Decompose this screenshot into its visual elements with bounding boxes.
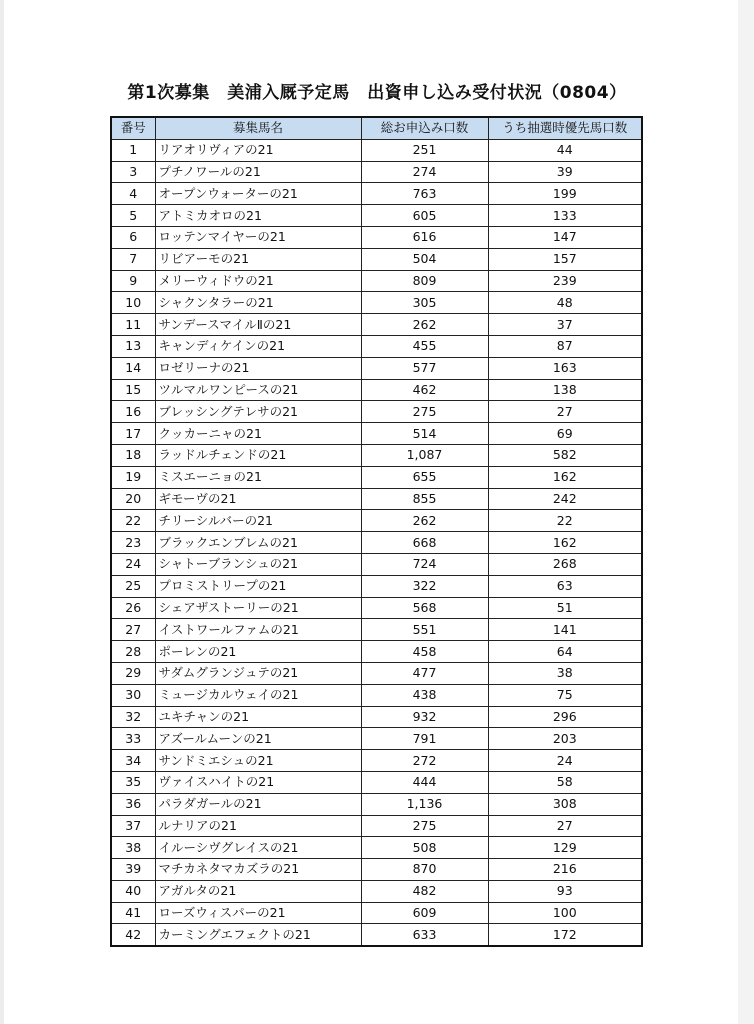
row-horse-name: ユキチャンの21 bbox=[155, 706, 361, 728]
row-horse-name: ブレッシングテレサの21 bbox=[155, 401, 361, 423]
row-total-applications: 272 bbox=[361, 750, 488, 772]
table-row bbox=[111, 466, 642, 488]
table-row bbox=[111, 837, 642, 859]
row-number: 16 bbox=[111, 401, 155, 423]
row-priority-applications: 199 bbox=[488, 183, 642, 205]
row-priority-applications: 58 bbox=[488, 771, 642, 793]
row-total-applications: 870 bbox=[361, 859, 488, 881]
row-number: 20 bbox=[111, 488, 155, 510]
row-priority-applications: 268 bbox=[488, 553, 642, 575]
row-horse-name: ポーレンの21 bbox=[155, 641, 361, 663]
row-horse-name: イストワールファムの21 bbox=[155, 619, 361, 641]
row-number: 24 bbox=[111, 553, 155, 575]
table-row bbox=[111, 924, 642, 946]
row-priority-applications: 308 bbox=[488, 793, 642, 815]
table-row bbox=[111, 401, 642, 423]
row-priority-applications: 296 bbox=[488, 706, 642, 728]
row-total-applications: 251 bbox=[361, 139, 488, 161]
row-number: 25 bbox=[111, 575, 155, 597]
row-priority-applications: 22 bbox=[488, 510, 642, 532]
row-total-applications: 668 bbox=[361, 532, 488, 554]
table-row bbox=[111, 553, 642, 575]
row-total-applications: 462 bbox=[361, 379, 488, 401]
table-row bbox=[111, 684, 642, 706]
row-number: 30 bbox=[111, 684, 155, 706]
row-horse-name: ヴァイスハイトの21 bbox=[155, 771, 361, 793]
row-number: 34 bbox=[111, 750, 155, 772]
row-horse-name: プチノワールの21 bbox=[155, 161, 361, 183]
row-priority-applications: 24 bbox=[488, 750, 642, 772]
row-horse-name: プロミストリープの21 bbox=[155, 575, 361, 597]
table-row bbox=[111, 902, 642, 924]
row-priority-applications: 69 bbox=[488, 423, 642, 445]
row-horse-name: ロゼリーナの21 bbox=[155, 357, 361, 379]
table-row bbox=[111, 880, 642, 902]
row-number: 19 bbox=[111, 466, 155, 488]
row-number: 14 bbox=[111, 357, 155, 379]
table-row bbox=[111, 205, 642, 227]
row-number: 3 bbox=[111, 161, 155, 183]
row-number: 41 bbox=[111, 902, 155, 924]
row-total-applications: 438 bbox=[361, 684, 488, 706]
row-horse-name: リビアーモの21 bbox=[155, 248, 361, 270]
row-total-applications: 514 bbox=[361, 423, 488, 445]
row-priority-applications: 27 bbox=[488, 401, 642, 423]
row-total-applications: 568 bbox=[361, 597, 488, 619]
table-row bbox=[111, 139, 642, 161]
row-priority-applications: 51 bbox=[488, 597, 642, 619]
row-priority-applications: 216 bbox=[488, 859, 642, 881]
row-horse-name: アトミカオロの21 bbox=[155, 205, 361, 227]
row-total-applications: 274 bbox=[361, 161, 488, 183]
row-priority-applications: 141 bbox=[488, 619, 642, 641]
row-horse-name: サンドミエシュの21 bbox=[155, 750, 361, 772]
row-priority-applications: 93 bbox=[488, 880, 642, 902]
row-horse-name: アガルタの21 bbox=[155, 880, 361, 902]
row-horse-name: シャトーブランシュの21 bbox=[155, 553, 361, 575]
row-total-applications: 482 bbox=[361, 880, 488, 902]
row-total-applications: 763 bbox=[361, 183, 488, 205]
row-total-applications: 724 bbox=[361, 553, 488, 575]
row-number: 39 bbox=[111, 859, 155, 881]
row-number: 26 bbox=[111, 597, 155, 619]
table-row bbox=[111, 532, 642, 554]
row-horse-name: マチカネタマカズラの21 bbox=[155, 859, 361, 881]
row-total-applications: 444 bbox=[361, 771, 488, 793]
header-total-applications: 総お申込み口数 bbox=[361, 117, 488, 139]
table-row bbox=[111, 771, 642, 793]
row-priority-applications: 162 bbox=[488, 466, 642, 488]
row-horse-name: カーミングエフェクトの21 bbox=[155, 924, 361, 946]
row-priority-applications: 163 bbox=[488, 357, 642, 379]
table-body bbox=[111, 139, 642, 946]
table-row bbox=[111, 226, 642, 248]
row-priority-applications: 239 bbox=[488, 270, 642, 292]
row-number: 1 bbox=[111, 139, 155, 161]
row-total-applications: 262 bbox=[361, 510, 488, 532]
table-row bbox=[111, 270, 642, 292]
row-horse-name: ローズウィスパーの21 bbox=[155, 902, 361, 924]
page-title: 第1次募集 美浦入厩予定馬 出資申し込み受付状況（0804） bbox=[127, 83, 627, 103]
row-total-applications: 577 bbox=[361, 357, 488, 379]
table-row bbox=[111, 444, 642, 466]
row-horse-name: オープンウォーターの21 bbox=[155, 183, 361, 205]
row-horse-name: メリーウィドウの21 bbox=[155, 270, 361, 292]
row-horse-name: クッカーニャの21 bbox=[155, 423, 361, 445]
row-total-applications: 616 bbox=[361, 226, 488, 248]
row-priority-applications: 63 bbox=[488, 575, 642, 597]
row-total-applications: 305 bbox=[361, 292, 488, 314]
row-horse-name: ルナリアの21 bbox=[155, 815, 361, 837]
row-priority-applications: 38 bbox=[488, 662, 642, 684]
row-number: 23 bbox=[111, 532, 155, 554]
table-row bbox=[111, 183, 642, 205]
row-total-applications: 504 bbox=[361, 248, 488, 270]
row-horse-name: ブラックエンブレムの21 bbox=[155, 532, 361, 554]
row-number: 13 bbox=[111, 335, 155, 357]
row-horse-name: ツルマルワンピースの21 bbox=[155, 379, 361, 401]
row-number: 38 bbox=[111, 837, 155, 859]
table-row bbox=[111, 815, 642, 837]
header-number: 番号 bbox=[111, 117, 155, 139]
table-row bbox=[111, 292, 642, 314]
row-number: 17 bbox=[111, 423, 155, 445]
row-horse-name: キャンディケインの21 bbox=[155, 335, 361, 357]
row-horse-name: ラッドルチェンドの21 bbox=[155, 444, 361, 466]
row-number: 36 bbox=[111, 793, 155, 815]
row-priority-applications: 138 bbox=[488, 379, 642, 401]
row-horse-name: シャクンタラーの21 bbox=[155, 292, 361, 314]
row-priority-applications: 582 bbox=[488, 444, 642, 466]
row-number: 9 bbox=[111, 270, 155, 292]
table-row bbox=[111, 641, 642, 663]
row-total-applications: 275 bbox=[361, 401, 488, 423]
row-priority-applications: 37 bbox=[488, 314, 642, 336]
row-horse-name: リアオリヴィアの21 bbox=[155, 139, 361, 161]
row-number: 29 bbox=[111, 662, 155, 684]
row-number: 4 bbox=[111, 183, 155, 205]
row-total-applications: 609 bbox=[361, 902, 488, 924]
row-number: 11 bbox=[111, 314, 155, 336]
row-horse-name: サダムグランジュテの21 bbox=[155, 662, 361, 684]
row-priority-applications: 157 bbox=[488, 248, 642, 270]
table-header-row bbox=[111, 117, 642, 139]
row-priority-applications: 162 bbox=[488, 532, 642, 554]
table-row bbox=[111, 488, 642, 510]
row-priority-applications: 242 bbox=[488, 488, 642, 510]
row-horse-name: アズールムーンの21 bbox=[155, 728, 361, 750]
table-row bbox=[111, 859, 642, 881]
table-row bbox=[111, 750, 642, 772]
subscription-table bbox=[110, 116, 643, 947]
row-number: 18 bbox=[111, 444, 155, 466]
table-row bbox=[111, 793, 642, 815]
row-priority-applications: 27 bbox=[488, 815, 642, 837]
table-row bbox=[111, 357, 642, 379]
row-number: 6 bbox=[111, 226, 155, 248]
table-row bbox=[111, 597, 642, 619]
row-number: 42 bbox=[111, 924, 155, 946]
row-total-applications: 1,136 bbox=[361, 793, 488, 815]
row-horse-name: ロッテンマイヤーの21 bbox=[155, 226, 361, 248]
table-row bbox=[111, 335, 642, 357]
row-total-applications: 809 bbox=[361, 270, 488, 292]
row-priority-applications: 100 bbox=[488, 902, 642, 924]
row-priority-applications: 87 bbox=[488, 335, 642, 357]
row-number: 27 bbox=[111, 619, 155, 641]
row-priority-applications: 39 bbox=[488, 161, 642, 183]
row-horse-name: チリーシルバーの21 bbox=[155, 510, 361, 532]
row-number: 35 bbox=[111, 771, 155, 793]
table-row bbox=[111, 619, 642, 641]
row-total-applications: 932 bbox=[361, 706, 488, 728]
row-total-applications: 262 bbox=[361, 314, 488, 336]
row-total-applications: 605 bbox=[361, 205, 488, 227]
header-priority-applications: うち抽選時優先馬口数 bbox=[488, 117, 642, 139]
row-number: 10 bbox=[111, 292, 155, 314]
table-row bbox=[111, 662, 642, 684]
row-number: 32 bbox=[111, 706, 155, 728]
row-priority-applications: 133 bbox=[488, 205, 642, 227]
row-total-applications: 508 bbox=[361, 837, 488, 859]
row-total-applications: 633 bbox=[361, 924, 488, 946]
row-total-applications: 551 bbox=[361, 619, 488, 641]
row-total-applications: 791 bbox=[361, 728, 488, 750]
row-number: 28 bbox=[111, 641, 155, 663]
row-number: 22 bbox=[111, 510, 155, 532]
row-priority-applications: 64 bbox=[488, 641, 642, 663]
row-number: 40 bbox=[111, 880, 155, 902]
row-horse-name: ミュージカルウェイの21 bbox=[155, 684, 361, 706]
row-priority-applications: 172 bbox=[488, 924, 642, 946]
row-total-applications: 455 bbox=[361, 335, 488, 357]
row-total-applications: 655 bbox=[361, 466, 488, 488]
row-total-applications: 855 bbox=[361, 488, 488, 510]
table-row bbox=[111, 510, 642, 532]
row-priority-applications: 147 bbox=[488, 226, 642, 248]
row-horse-name: サンデースマイルⅡの21 bbox=[155, 314, 361, 336]
row-horse-name: ミスエーニョの21 bbox=[155, 466, 361, 488]
row-horse-name: イルーシヴグレイスの21 bbox=[155, 837, 361, 859]
row-horse-name: シェアザストーリーの21 bbox=[155, 597, 361, 619]
row-horse-name: パラダガールの21 bbox=[155, 793, 361, 815]
row-total-applications: 458 bbox=[361, 641, 488, 663]
row-total-applications: 275 bbox=[361, 815, 488, 837]
row-number: 5 bbox=[111, 205, 155, 227]
table-row bbox=[111, 161, 642, 183]
row-total-applications: 322 bbox=[361, 575, 488, 597]
table-row bbox=[111, 728, 642, 750]
row-priority-applications: 203 bbox=[488, 728, 642, 750]
row-number: 33 bbox=[111, 728, 155, 750]
row-total-applications: 1,087 bbox=[361, 444, 488, 466]
table-row bbox=[111, 575, 642, 597]
row-priority-applications: 44 bbox=[488, 139, 642, 161]
header-horse-name: 募集馬名 bbox=[155, 117, 361, 139]
row-priority-applications: 129 bbox=[488, 837, 642, 859]
row-horse-name: ギモーヴの21 bbox=[155, 488, 361, 510]
row-priority-applications: 75 bbox=[488, 684, 642, 706]
table-row bbox=[111, 314, 642, 336]
row-total-applications: 477 bbox=[361, 662, 488, 684]
page-edge bbox=[738, 0, 754, 1024]
table-row bbox=[111, 379, 642, 401]
row-number: 37 bbox=[111, 815, 155, 837]
row-number: 7 bbox=[111, 248, 155, 270]
row-priority-applications: 48 bbox=[488, 292, 642, 314]
row-number: 15 bbox=[111, 379, 155, 401]
table-row bbox=[111, 423, 642, 445]
table-row bbox=[111, 248, 642, 270]
table-row bbox=[111, 706, 642, 728]
